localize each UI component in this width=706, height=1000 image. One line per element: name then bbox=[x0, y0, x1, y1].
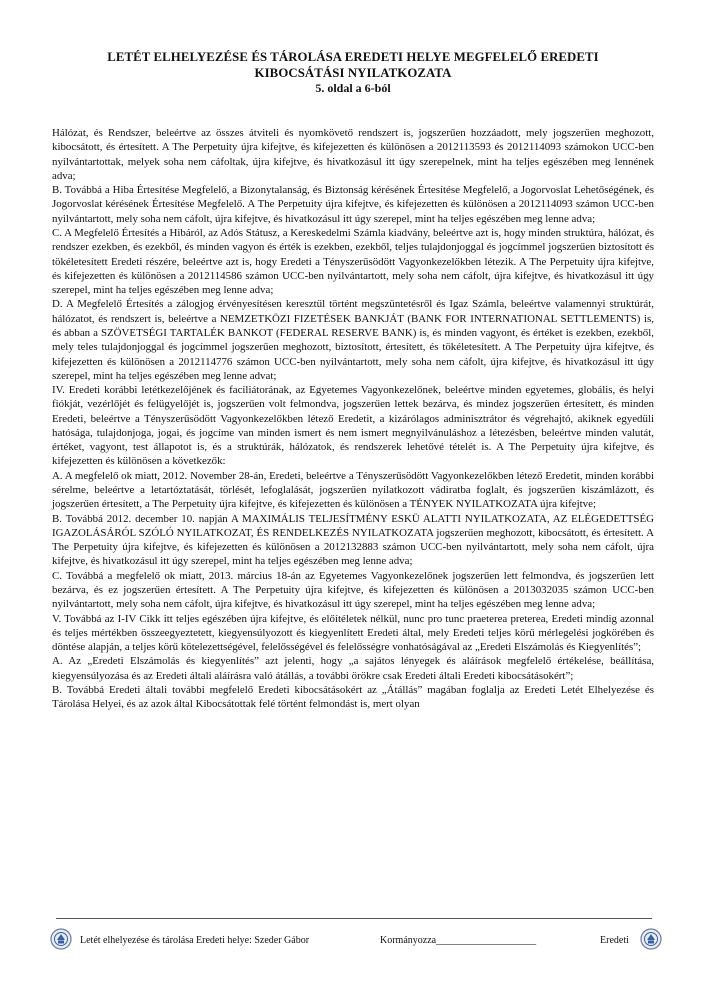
paragraph-v-settlement: V. Továbbá az I-IV Cikk itt teljes egészében újra kifejtve, és előítéletek nélkül, nunc pro tunc praeterea preterea, Eredeti mindig azonnal és teljes mértékben összeegyeztetett, kiegyensúlyozott és kiegyenlített Eredeti által, mely Eredeti teljes körű mérlegelési jogkörében és döntése alapján, a teljes körű kötelezettségével, felelősségével és felelősségre vonhatóságával az „Eredeti Elszámolás és Kiegyenlítés”; bbox=[52, 612, 654, 654]
paragraph-continuation: Hálózat, és Rendszer, beleértve az összes átviteli és nyomkövető rendszert is, jogszerűen hozzáadott, mely jogszerűen meghozott, kibocsátott, és értesített. A The Perpetuity újra kifejtve, és kifejezetten és különösen a 2012113593 és 2012114093 számokon UCC-ben nyilvántartottak, melyek soha nem cáfoltak, újra kifejtve, és hivatkozásul itt úgy szerepelnek, mint ha teljes egészében meg lennének adva; bbox=[52, 127, 654, 182]
footer-right-text: Eredeti bbox=[600, 935, 629, 946]
seal-icon bbox=[640, 928, 662, 950]
document-body bbox=[52, 126, 654, 712]
paragraph-iv-trustee: IV. Eredeti korábbi letétkezelőjének és faciliátorának, az Egyetemes Vagyonkezelőnek, beleértve minden egyetemes, globális, és helyi fiókját, vezérlőjét és felügyelőjét is, jogszerűen volt felmondva, jogszerűen lettek bezárva, és mindez jogszerűen értesített, és minden Eredeti, beleértve a Tényszerűsödött Vagyonkezelőkben létező Eredetit, a kizárólagos adminisztrátor és végrehajtó, akiknek egyedüli hatósága, tulajdonjoga, jogai, és jogcíme van minden ismert és nem ismert megnyilvánuláshoz a létezésben, beleértve minden valutát, értéket, vagyont, test állapotot is, és a struktúrák, hálózatok, és rendszerek lehetővé tételét is. A The Perpetuity újra kifejtve, és kifejezetten és különösen a következők: bbox=[52, 384, 654, 468]
paragraph-d-foreclosure-notice: D. A Megfelelő Értesítés a zálogjog érvényesítésen keresztül történt megszüntetésről és Igaz Számla, beleértve valamennyi struktúrát, hálózatot, és rendszert is, beleértve a NEMZETKÖZI FIZETÉSEK BANKJÁT (BANK FOR INTERNATIONAL SETTLEMENTS) is, és abban a SZÖVETSÉGI TARTALÉK BANKOT (FEDERAL RESERVE BANK) is, és minden vagyont, és értéket is ezekben, ezekből, mely teles tulajdonjoggal és jogcímmel jogszerűen meghozott, biztosított, értesített, és tökéletesített. A The Perpetuity újra kifejtve, és kifejezetten és különösen a 2012114776 számon UCC-ben nyilvántartott, mely soha nem cáfolt, újra kifejtve, és hivatkozásul itt úgy szerepel, mint ha teljes egészében meg lenne advat; bbox=[52, 298, 654, 382]
paragraph-b-error-notice: B. Továbbá a Hiba Értesítése Megfelelő, a Bizonytalanság, és Biztonság kérésének Értesítése Megfelelő, a Jogorvoslat Lehetőségének, és Jogorvoslat kérésének Értesítése Megfelelő. A The Perpetuity újra kifejtve, és kifejezetten és különösen a 2012114093 számon UCC-ben nyilvántartott, mely soha nem cáfolt, újra kifejtve, és hivatkozásul itt úgy szerepel, mint ha teljes egészében meg lenne adva; bbox=[52, 184, 654, 225]
paragraph-iv-a: A. A megfelelő ok miatt, 2012. November 28-án, Eredeti, beleértve a Tényszerűsödött Vagyonkezelőkben létező Eredetit, minden korábbi sérelme, beleértve a letartóztatását, törlését, lefoglalását, jogszerűen nyilatkozott vádiratba foglalt, és jogszerűen kiszámlázott, és jogszerűen értesített, a The Perpetuity újra kifejtve, és kifejezetten és különösen a TÉNYEK NYILATKOZATA újra kifejtve; bbox=[52, 469, 654, 511]
footer-governor-signature-line: Kormányozza____________________ bbox=[380, 935, 537, 946]
page-footer bbox=[50, 928, 662, 954]
document-title-line-2: KIBOCSÁTÁSI NYILATKOZATA bbox=[254, 65, 452, 80]
paragraph-v-b: B. Továbbá Eredeti általi további megfelelő Eredeti kibocsátásokért az „Átállás” magában foglalja az Eredeti Letét Elhelyezése és Tárolása Helyei, és az azok által Kibocsátottak felé történt felmondást is, mert olyan bbox=[52, 683, 654, 711]
footer-left-text: Letét elhelyezése és tárolása Eredeti helye: Szeder Gábor bbox=[80, 935, 310, 946]
paragraph-v-a: A. Az „Eredeti Elszámolás és kiegyenlítés” azt jelenti, hogy „a sajátos lényegek és aláírások megfelelő értékelése, beállítása, kiegyensúlyozása és az Eredeti általi aláírásra való átállás, a további örökre csak Eredeti általi Eredeti kibocsátásokért”; bbox=[52, 655, 654, 682]
paragraph-c-default-notice: C. A Megfelelő Értesítés a Hibáról, az Adós Státusz, a Kereskedelmi Számla kiadvány, beleértve azt is, hogy minden struktúra, hálózat, és rendszer ezekben, és ezekből, és minden vagyon és érték is ezekben, ezekből, teljes tulajdonjoggal és jogcímmel jogszerűen biztosított és tökéletesített Eredeti részére, beleértve azt is, hogy Eredeti a Tényszerűsödött Vagyonkezelőkben létezik. A The Perpetuity újra kifejtve, és kifejezetten és különösen a 2012114586 számon UCC-ben nyilvántartott, mely soha nem cáfolt, újra kifejtve, és hivatkozásul itt úgy szerepel, mint ha teljes egészében meg lenne adva; bbox=[52, 226, 654, 297]
document-title-line-1: LETÉT ELHELYEZÉSE ÉS TÁROLÁSA EREDETI HELYE MEGFELELŐ EREDETI bbox=[107, 50, 599, 64]
document-header bbox=[40, 50, 666, 96]
paragraph-iv-c: C. Továbbá a megfelelő ok miatt, 2013. március 18-án az Egyetemes Vagyonkezelőnek jogszerűen lett felmondva, és jogszerűen lett bezárva, és ez jogszerűen értesített. A The Perpetuity újra kifejtve, és kifejezetten és különösen a 2013032035 számon UCC-ben nyilvántartott, mely soha nem cáfolt, újra kifejtve, és hivatkozásul itt úgy szerepel, mint ha teljes egészében meg lenne adva; bbox=[52, 569, 654, 611]
paragraph-iv-b: B. Továbbá 2012. december 10. napján A MAXIMÁLIS TELJESÍTMÉNY ESKÜ ALATTI NYILATKOZATA, AZ ELÉGEDETTSÉG IGAZOLÁSÁRÓL SZÓLÓ NYILATKOZAT, ÉS RENDELKEZÉS NYILATKOZATA jogszerűen meghozott, kibocsátott, és értesített. A The Perpetuity újra kifejtve, és kifejezetten és különösen a 2012132883 számon UCC-ben nyilvántartott, mely soha nem cáfolt, újra kifejtve, és hivatkozásul itt úgy szerepel, mint ha teljes egészében meg lenne adva; bbox=[52, 512, 654, 568]
footer-divider bbox=[56, 918, 652, 919]
page-number: 5. oldal a 6-ból bbox=[315, 81, 391, 95]
seal-icon bbox=[50, 928, 72, 950]
